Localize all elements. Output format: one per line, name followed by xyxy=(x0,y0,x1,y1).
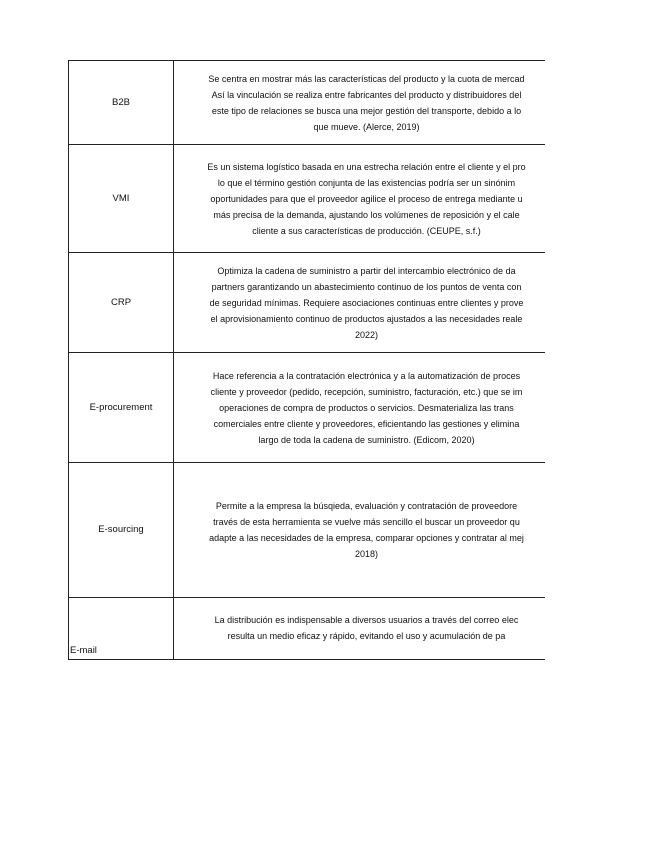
table-row xyxy=(69,253,546,353)
description-line: el aprovisionamiento continuo de productos ajustados a las necesidades reale xyxy=(210,313,523,324)
definitions-table xyxy=(68,60,546,660)
description-line: La distribución es indispensable a diversos usuarios a través del correo elec xyxy=(214,615,519,625)
description-line: través de esta herramienta se vuelve más sencillo el buscar un proveedor qu xyxy=(213,517,520,527)
description-cell[interactable] xyxy=(174,145,546,253)
description-line: este tipo de relaciones se busca una mejor gestión del transporte, debido a lo xyxy=(211,105,522,116)
description-line: Se centra en mostrar más las características del producto y la cuota de mercad xyxy=(208,73,525,84)
description-cell[interactable] xyxy=(174,61,546,145)
term-label: E-procurement xyxy=(89,401,153,413)
description-line: Así la vinculación se realiza entre fabricantes del producto y distribuidores del xyxy=(211,89,522,100)
term-cell[interactable] xyxy=(69,61,174,145)
description-line: operaciones de compra de productos o servicios. Desmaterializa las trans xyxy=(219,402,514,413)
term-label: E-sourcing xyxy=(98,524,144,535)
description-line: cliente y proveedor (pedido, recepción, suministro, facturación, etc.) que se im xyxy=(210,386,523,397)
description-line: partners garantizando un abastecimiento continuo de los puntos de venta con xyxy=(211,281,522,292)
term-label: CRP xyxy=(110,296,132,308)
description-line: que mueve. (Alerce, 2019) xyxy=(313,121,420,132)
term-cell[interactable] xyxy=(69,598,174,660)
description-line: cliente a sus características de producción. (CEUPE, s.f.) xyxy=(252,225,481,236)
term-cell[interactable] xyxy=(69,353,174,463)
description-line: 2022) xyxy=(354,329,379,340)
term-label: B2B xyxy=(112,96,130,108)
table-row xyxy=(69,353,546,463)
term-cell[interactable] xyxy=(69,253,174,353)
description-cell[interactable] xyxy=(174,463,546,598)
description-cell[interactable] xyxy=(174,253,546,353)
description-line: Es un sistema logístico basada en una estrecha relación entre el cliente y el pro xyxy=(207,161,526,172)
term-label: E-mail xyxy=(70,645,97,656)
table-row xyxy=(69,598,546,660)
table-row xyxy=(69,145,546,253)
description-line: oportunidades para que el proveedor agilice el proceso de entrega mediante u xyxy=(210,193,523,204)
table-row xyxy=(69,61,546,145)
description-line: 2018) xyxy=(354,549,379,559)
description-line: de seguridad mínimas. Requiere asociaciones continuas entre clientes y prove xyxy=(209,297,524,308)
description-line: Optimiza la cadena de suministro a partir del intercambio electrónico de da xyxy=(217,265,516,276)
description-line: más precisa de la demanda, ajustando los volúmenes de reposición y el cale xyxy=(213,209,520,220)
term-cell[interactable] xyxy=(69,463,174,598)
description-line: Hace referencia a la contratación electrónica y a la automatización de proces xyxy=(212,370,521,381)
description-cell[interactable] xyxy=(174,598,546,660)
description-cell[interactable] xyxy=(174,353,546,463)
description-line: adapte a las necesidades de la empresa, comparar opciones y contratar al mej xyxy=(209,533,524,543)
table-row xyxy=(69,463,546,598)
term-cell[interactable] xyxy=(69,145,174,253)
description-line: comerciales entre cliente y proveedores, eficientando las gestiones y elimina xyxy=(213,418,520,429)
page-clip-area xyxy=(545,60,655,660)
description-line: largo de toda la cadena de suministro. (Edicom, 2020) xyxy=(258,434,475,445)
term-label: VMI xyxy=(112,192,130,204)
description-line: Permite a la empresa la búsqieda, evaluación y contratación de proveedore xyxy=(215,501,518,511)
description-line: lo que el término gestión conjunta de las existencias podría ser un sinónim xyxy=(217,177,516,188)
description-line: resulta un medio eficaz y rápido, evitando el uso y acumulación de pa xyxy=(227,631,506,641)
